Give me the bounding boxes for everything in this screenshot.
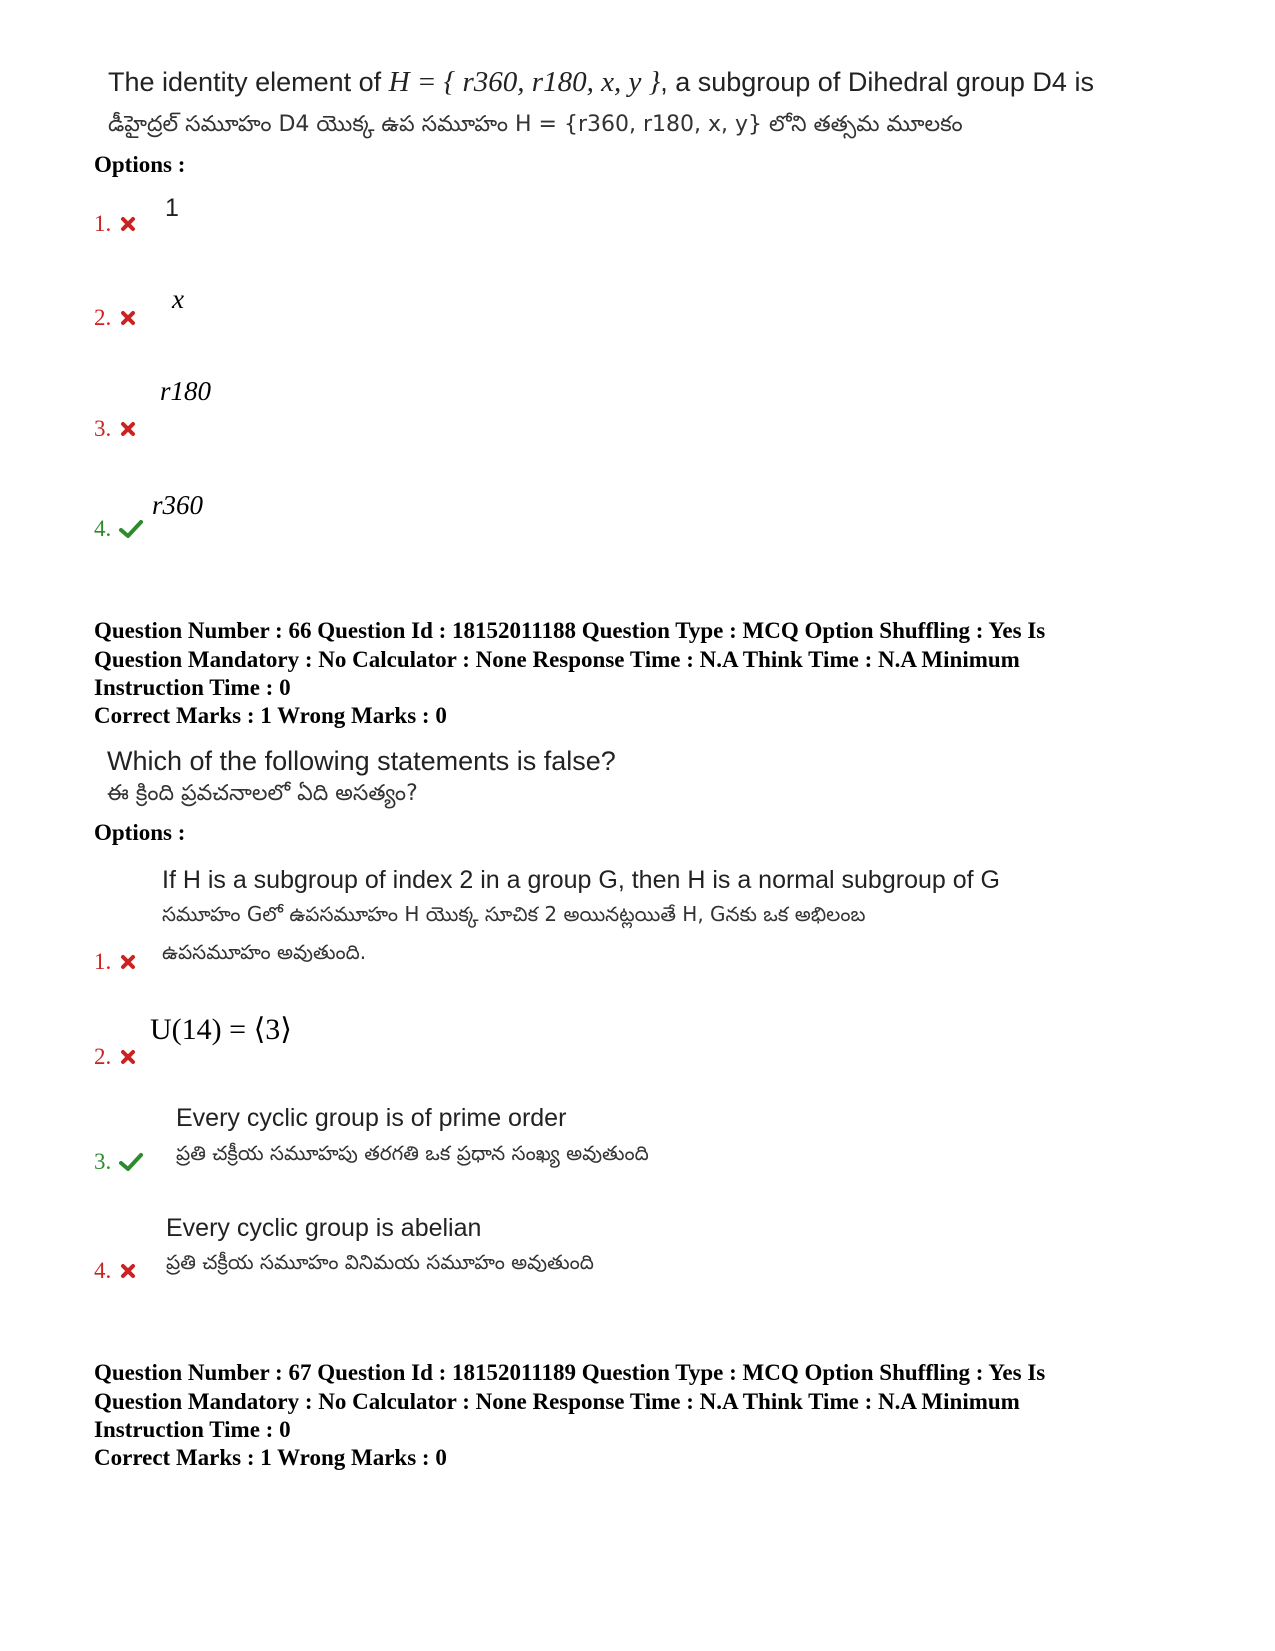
- q66-stem-en: Which of the following statements is false?: [107, 746, 616, 776]
- q65-option-2-text: x: [172, 284, 184, 314]
- q66-option-4-en: Every cyclic group is abelian: [166, 1214, 482, 1242]
- q66-option-2-text: U(14) = ⟨3⟩: [150, 1013, 292, 1046]
- q67-meta-line2: Question Mandatory : No Calculator : None Response Time : N.A Think Time : N.A Minimum: [94, 1388, 1020, 1414]
- q66-option-1-en: If H is a subgroup of index 2 in a group G, then H is a normal subgroup of G: [162, 866, 1000, 894]
- q66-option-4[interactable]: [94, 1258, 137, 1284]
- q66-option-1-te1: సమూహం Gలో ఉపసమూహం H యొక్క సూచిక 2 అయినట్లయితే H, Gనకు ఒక అభిలంబ: [162, 902, 866, 926]
- option-number: 1.: [94, 211, 112, 236]
- q67-meta-line3: Instruction Time : 0: [94, 1417, 291, 1442]
- q65-stem-prefix: The identity element of: [108, 67, 389, 97]
- q65-option-3[interactable]: [94, 416, 137, 442]
- q65-option-1-text: 1: [165, 194, 179, 222]
- q66-option-4-te: ప్రతి చక్రీయ సమూహం వినిమయ సమూహం అవుతుంది: [166, 1250, 594, 1274]
- check-icon: [119, 1152, 143, 1172]
- q66-meta-line1: Question Number : 66 Question Id : 18152011188 Question Type : MCQ Option Shuffling : Yes Is: [94, 618, 1046, 643]
- q65-stem-en: [108, 66, 1094, 99]
- q67-meta: [94, 1359, 1184, 1445]
- q66-option-2[interactable]: [94, 1044, 137, 1070]
- check-icon: [119, 519, 143, 539]
- cross-icon: [119, 1048, 137, 1066]
- option-number: 2.: [94, 1044, 112, 1069]
- option-number: 4.: [94, 516, 112, 541]
- q65-option-4[interactable]: [94, 516, 143, 542]
- q65-stem-set: H = { r360, r180, x, y }: [388, 66, 661, 98]
- q66-meta-line2: Question Mandatory : No Calculator : None Response Time : N.A Think Time : N.A Minimum: [94, 646, 1020, 672]
- q66-option-1[interactable]: [94, 949, 137, 975]
- cross-icon: [119, 309, 137, 327]
- option-number: 3.: [94, 1149, 112, 1174]
- q67-meta-line1: Question Number : 67 Question Id : 18152011189 Question Type : MCQ Option Shuffling : Yes Is: [94, 1360, 1046, 1385]
- q65-option-1[interactable]: [94, 211, 137, 237]
- q66-option-3[interactable]: [94, 1149, 143, 1175]
- q65-option-2[interactable]: [94, 305, 137, 331]
- cross-icon: [119, 953, 137, 971]
- q66-marks: Correct Marks : 1 Wrong Marks : 0: [94, 703, 447, 728]
- q65-stem-te: డీహైద్రల్ సమూహం D4 యొక్క ఉప సమూహం H = {r360, r180, x, y} లోని తత్సమ మూలకం: [108, 112, 963, 137]
- option-number: 1.: [94, 949, 112, 974]
- cross-icon: [119, 215, 137, 233]
- q66-option-3-te: ప్రతి చక్రీయ సమూహపు తరగతి ఒక ప్రధాన సంఖ్య అవుతుంది: [176, 1141, 649, 1165]
- cross-icon: [119, 1262, 137, 1280]
- q66-meta-line3: Instruction Time : 0: [94, 675, 291, 700]
- q65-option-4-text: r360: [152, 490, 204, 520]
- q67-marks: Correct Marks : 1 Wrong Marks : 0: [94, 1445, 447, 1470]
- q65-option-3-text: r180: [160, 376, 212, 406]
- option-number: 2.: [94, 305, 112, 330]
- q65-options-label: Options :: [94, 152, 186, 177]
- q66-option-3-en: Every cyclic group is of prime order: [176, 1104, 567, 1132]
- q66-options-label: Options :: [94, 820, 186, 845]
- q65-stem-suffix: , a subgroup of Dihedral group D4 is: [660, 67, 1094, 97]
- option-number: 3.: [94, 416, 112, 441]
- q66-meta: [94, 617, 1184, 703]
- q66-option-1-te2: ఉపసమూహం అవుతుంది.: [162, 940, 367, 964]
- option-number: 4.: [94, 1258, 112, 1283]
- q66-stem-te: ఈ క్రింది ప్రవచనాలలో ఏది అసత్యం?: [107, 781, 418, 806]
- cross-icon: [119, 420, 137, 438]
